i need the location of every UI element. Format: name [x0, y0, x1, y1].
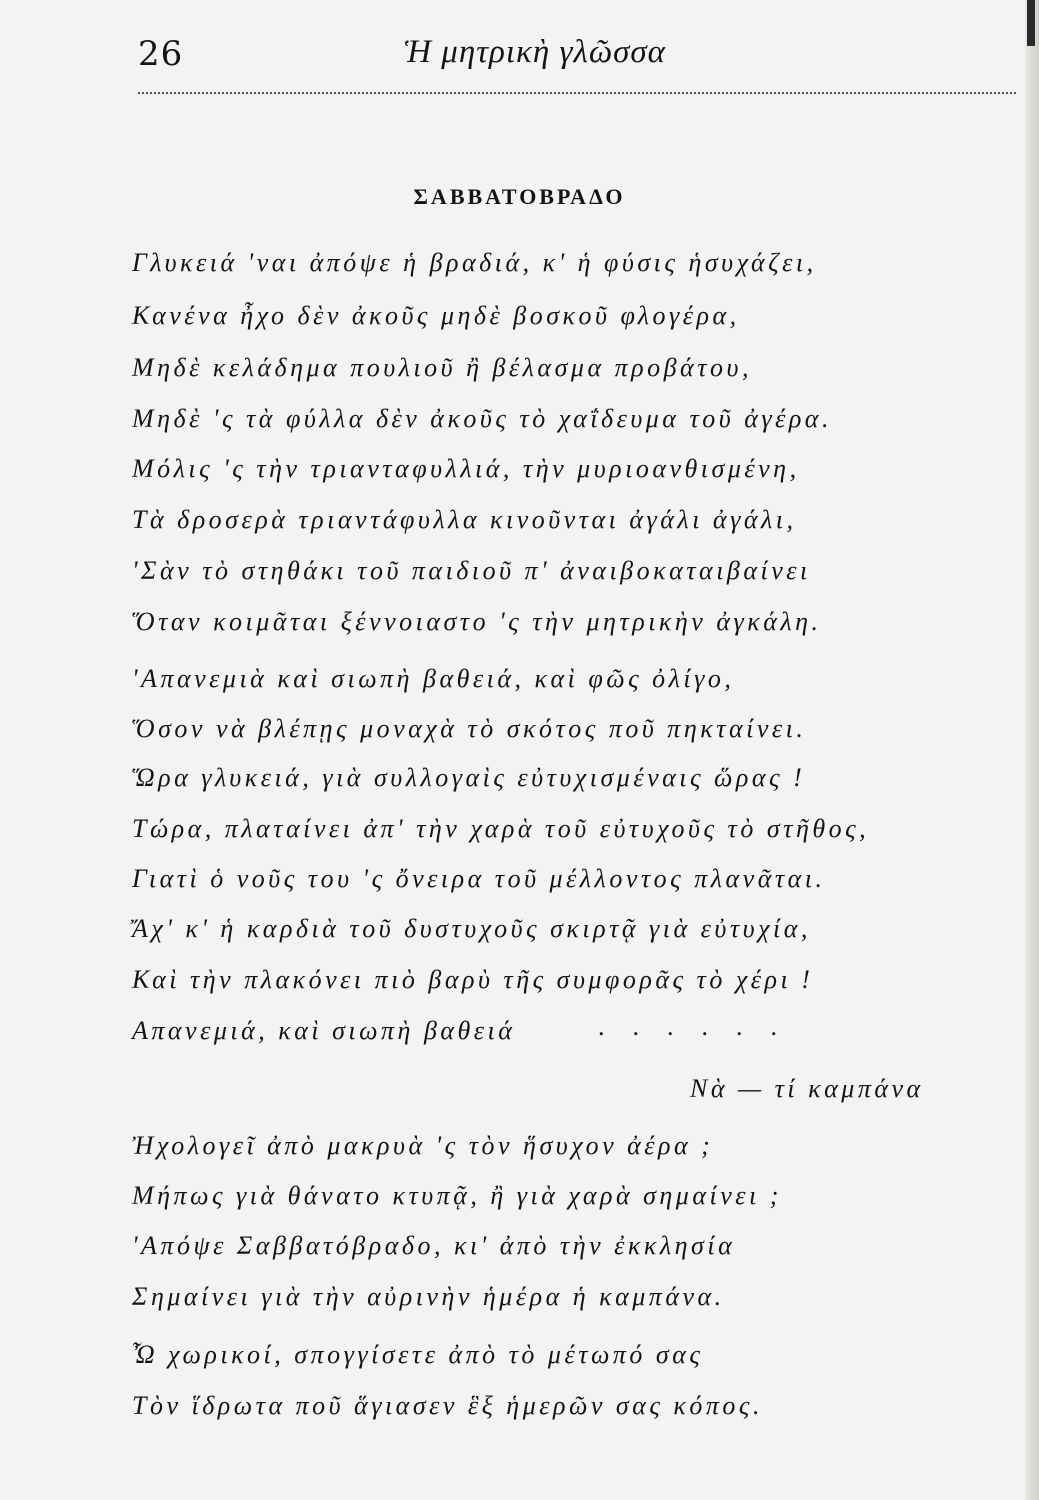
verse-line: Ἄχ' κ' ἡ καρδιὰ τοῦ δυστυχοῦς σκιρτᾷ γιὰ εὐτυχία, [132, 914, 811, 943]
poem-title: ΣΑΒΒΑΤΟΒΡΑΔΟ [413, 184, 626, 209]
header-rule [138, 92, 1016, 94]
running-title: Ἡ μητρικὴ γλῶσσα [404, 34, 666, 70]
verse-line: Σημαίνει γιὰ τὴν αὐρινὴν ἡμέρα ἡ καμπάνα. [132, 1282, 725, 1311]
verse-line: Ὅσον νὰ βλέπῃς μοναχὰ τὸ σκότος ποῦ πηκταίνει. [132, 714, 807, 743]
verse-line: Γιατὶ ὁ νοῦς του 'ς ὄνειρα τοῦ μέλλοντος πλανᾶται. [132, 864, 826, 893]
verse-line: Μήπως γιὰ θάνατο κτυπᾷ, ἢ γιὰ χαρὰ σημαίνει ; [132, 1181, 782, 1210]
page-edge [1025, 0, 1039, 1500]
verse-line: Γλυκειά 'ναι ἀπόψε ἡ βραδιά, κ' ἡ φύσις ἡσυχάζει, [132, 248, 817, 277]
binding-mark [1027, 0, 1035, 46]
verse-line: Καὶ τὴν πλακόνει πιὸ βαρὺ τῆς συμφορᾶς τὸ χέρι ! [132, 965, 814, 994]
verse-line: Μηδὲ κελάδημα πουλιοῦ ἢ βέλασμα προβάτου, [132, 353, 752, 382]
verse-line: Τὰ δροσερὰ τριαντάφυλλα κινοῦνται ἀγάλι ἀγάλι, [132, 505, 797, 534]
ellipsis: ...... [598, 1012, 805, 1041]
verse-line: Τὸν ἵδρωτα ποῦ ἅγιασεν ἓξ ἡμερῶν σας κόπος. [132, 1391, 763, 1420]
page-number: 26 [138, 34, 184, 74]
verse-line: Ὦ χωρικοί, σπογγίσετε ἀπὸ τὸ μέτωπό σας [132, 1340, 704, 1369]
verse-line: Ἠχολογεῖ ἀπὸ μακρυὰ 'ς τὸν ἥσυχον ἀέρα ; [132, 1131, 714, 1160]
verse-line: Τώρα, πλαταίνει ἀπ' τὴν χαρὰ τοῦ εὐτυχοῦς τὸ στῆθος, [132, 814, 870, 843]
verse-line: Μηδὲ 'ς τὰ φύλλα δὲν ἀκοῦς τὸ χαΐδευμα τοῦ ἀγέρα. [132, 404, 832, 433]
verse-line: Μόλις 'ς τὴν τριανταφυλλιά, τὴν μυριοανθισμένη, [132, 454, 800, 483]
verse-line: 'Απανεμιὰ καὶ σιωπὴ βαθειά, καὶ φῶς ὀλίγο, [132, 664, 735, 693]
verse-line: 'Απόψε Σαββατόβραδο, κι' ἀπὸ τὴν ἐκκλησία [132, 1231, 736, 1260]
verse-line: Απανεμιά, καὶ σιωπὴ βαθειά [132, 1016, 516, 1045]
verse-line: 'Σὰν τὸ στηθάκι τοῦ παιδιοῦ π' ἀναιβοκαταιβαίνει [132, 556, 811, 585]
verse-line: Ὅταν κοιμᾶται ξέννοιαστο 'ς τὴν μητρικὴν ἀγκάλη. [132, 607, 822, 636]
verse-line: Κανένα ἦχο δὲν ἀκοῦς μηδὲ βοσκοῦ φλογέρα, [132, 301, 740, 330]
verse-line: Νὰ — τί καμπάνα [690, 1074, 924, 1103]
verse-line: Ὥρα γλυκειά, γιὰ συλλογαὶς εὐτυχισμέναις ὥρας ! [132, 763, 806, 792]
